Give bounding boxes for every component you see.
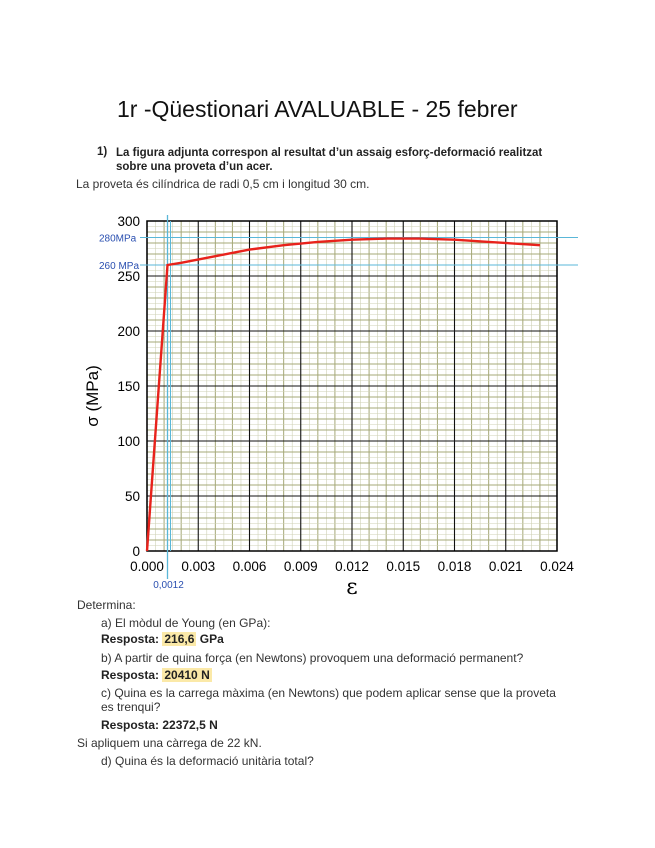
x-tick-label: 0.018 bbox=[437, 559, 472, 574]
y-axis-label: σ (MPa) bbox=[83, 365, 102, 427]
question-number: 1) bbox=[97, 146, 108, 158]
answer-c bbox=[101, 718, 218, 732]
determine-label: Determina: bbox=[77, 598, 136, 612]
x-axis-label: ε bbox=[346, 575, 358, 600]
y-tick-label: 50 bbox=[124, 489, 140, 504]
answer-a-value: 216,6 bbox=[164, 632, 195, 646]
y-tick-label: 300 bbox=[117, 214, 140, 229]
x-tick-label: 0.021 bbox=[488, 559, 523, 574]
answer-a-unit: GPa bbox=[199, 632, 224, 646]
answer-c-value: 22372,5 N bbox=[162, 718, 218, 732]
y-tick-label: 150 bbox=[117, 379, 140, 394]
annotation-label: 0,0012 bbox=[153, 580, 184, 591]
x-tick-label: 0.012 bbox=[335, 559, 369, 574]
x-tick-label: 0.009 bbox=[283, 559, 318, 574]
y-tick-label: 0 bbox=[132, 544, 140, 559]
page-title: 1r -Qüestionari AVALUABLE - 25 febrer bbox=[117, 96, 518, 122]
answer-a bbox=[101, 632, 224, 646]
specimen-description: La proveta és cilíndrica de radi 0,5 cm i longitud 30 cm. bbox=[76, 177, 370, 191]
answer-b bbox=[101, 668, 212, 682]
annotation-label: 280MPa bbox=[99, 233, 137, 245]
answer-prefix: Resposta: bbox=[101, 718, 160, 732]
y-tick-label: 250 bbox=[117, 269, 140, 284]
answer-prefix: Resposta: bbox=[101, 632, 160, 646]
y-tick-label: 200 bbox=[117, 324, 140, 339]
x-tick-label: 0.006 bbox=[232, 559, 267, 574]
question-a: a) El mòdul de Young (en GPa): bbox=[101, 616, 271, 630]
question-b: b) A partir de quina força (en Newtons) provoquem una deformació permanent? bbox=[101, 651, 524, 665]
x-tick-label: 0.000 bbox=[130, 559, 164, 574]
question-c: c) Quina es la carrega màxima (en Newtons) que podem aplicar sense que la proveta es trenqui? bbox=[101, 686, 556, 714]
answer-b-value: 20410 N bbox=[164, 668, 210, 682]
y-tick-label: 100 bbox=[117, 434, 140, 449]
answer-prefix: Resposta: bbox=[101, 668, 160, 682]
x-tick-label: 0.024 bbox=[540, 559, 574, 574]
annotation-label: 260 MPa bbox=[99, 261, 140, 272]
load-condition: Si apliquem una càrrega de 22 kN. bbox=[77, 736, 262, 750]
question-d: d) Quina és la deformació unitària total? bbox=[101, 754, 314, 768]
question-text: La figura adjunta correspon al resultat d’un assaig esforç-deformació realitzat sobre una proveta d’un acer. bbox=[116, 147, 543, 173]
x-tick-label: 0.003 bbox=[181, 559, 216, 574]
x-tick-label: 0.015 bbox=[386, 559, 421, 574]
